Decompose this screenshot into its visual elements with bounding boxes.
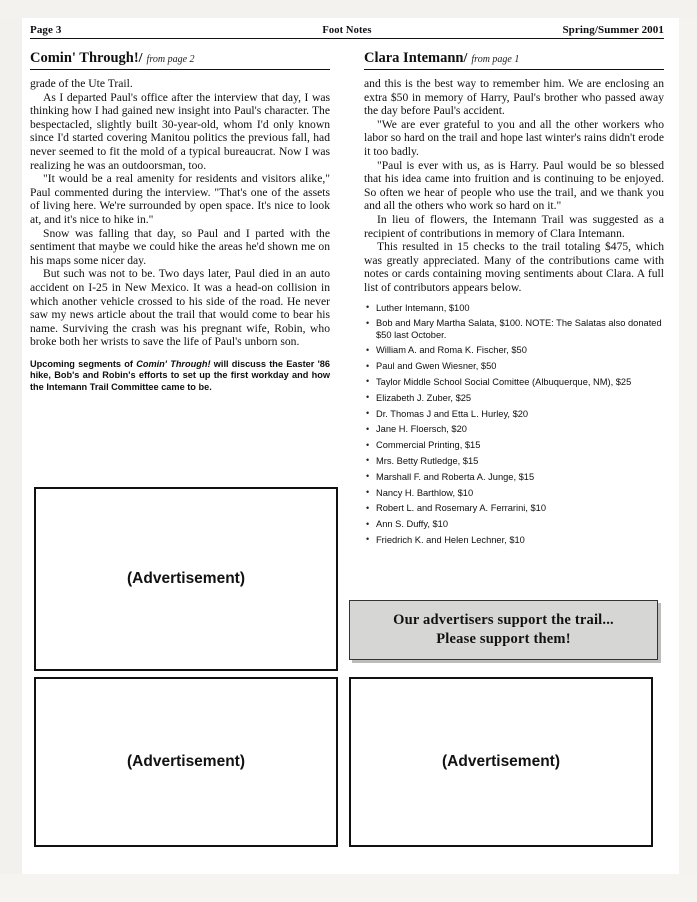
page-content (30, 24, 664, 551)
list-item: • Bob and Mary Martha Salata, $100. NOTE: The Salatas also donated $50 last October. (364, 318, 664, 341)
list-item: • Dr. Thomas J and Etta L. Hurley, $20 (364, 409, 664, 420)
scan-edge-right (679, 0, 697, 902)
list-item: • Friedrich K. and Helen Lechner, $10 (364, 535, 664, 546)
left-article-header (30, 49, 330, 70)
advertisement-label: (Advertisement) (442, 753, 560, 770)
scan-edge-bottom (0, 874, 697, 902)
right-article-header (364, 49, 664, 70)
list-item: • Commercial Printing, $15 (364, 440, 664, 451)
right-paragraph-5: This resulted in 15 checks to the trail totaling $475, which was greatly appreciated. Many of the contributions came with notes or cards containing moving sentiments about Clara. A full list of contributors appears below. (364, 240, 664, 294)
article-columns (30, 49, 664, 551)
running-head (30, 24, 664, 39)
left-paragraph-1: grade of the Ute Trail. (30, 77, 133, 90)
list-item: • Paul and Gwen Wiesner, $50 (364, 361, 664, 372)
left-column (30, 49, 330, 551)
right-continued-from: from page 1 (471, 54, 520, 65)
list-item: • Marshall F. and Roberta A. Junge, $15 (364, 472, 664, 483)
advertisement-left-top (34, 487, 338, 671)
list-item: • Mrs. Betty Rutledge, $15 (364, 456, 664, 467)
list-item: • Nancy H. Barthlow, $10 (364, 488, 664, 499)
list-item: • Taylor Middle School Social Comittee (Albuquerque, NM), $25 (364, 377, 664, 388)
scan-edge-left (0, 0, 22, 902)
advertisement-right-bottom (349, 677, 653, 847)
right-headline-slash: / (463, 51, 468, 66)
advertiser-support-banner-text (393, 611, 614, 649)
left-continued-from: from page 2 (146, 54, 195, 65)
list-item: • William A. and Roma K. Fischer, $50 (364, 345, 664, 356)
left-article-headline: Comin' Through! (30, 50, 139, 66)
left-paragraph-2: As I departed Paul's office after the interview that day, I was thinking how I had gained new insight into Paul's character. The bespectacled, slightly built 30-year-old, whom I'd only known since I'd started covering Manitou politics the previous fall, had never seemed to fit the mold of a typical bureaucrat. Now I was realizing he was an outdoorsman, too. (30, 90, 330, 172)
page-number: Page 3 (30, 24, 62, 36)
donor-list (364, 303, 664, 547)
right-paragraph-3: "Paul is ever with us, as is Harry. Paul would be so blessed that his idea came into fruition and is continuing to be enjoyed. So often we hear of people who use the trail, and we thank you and all the others who work so hard on it." (364, 158, 664, 213)
scan-edge-top (0, 0, 697, 18)
list-item: • Luther Intemann, $100 (364, 303, 664, 314)
left-paragraph-4: Snow was falling that day, so Paul and I parted with the sentiment that maybe we could hike the areas he'd shown me on his maps some nicer day. (30, 226, 330, 267)
list-item: • Robert L. and Rosemary A. Ferrarini, $10 (364, 503, 664, 514)
advertisement-label: (Advertisement) (127, 753, 245, 770)
advertisement-left-bottom (34, 677, 338, 847)
right-article-headline: Clara Intemann (364, 50, 464, 66)
right-column (364, 49, 664, 551)
list-item: • Jane H. Floersch, $20 (364, 424, 664, 435)
left-paragraph-3: "It would be a real amenity for residents and visitors alike," Paul commented during the interview. "That's one of the assets of living here. We're surrounded by open space. It's nice to look at, and it's nice to hike in." (30, 172, 330, 226)
right-paragraph-4: In lieu of flowers, the Intemann Trail was suggested as a recipient of contributions in memory of Clara Intemann. (364, 212, 664, 240)
banner-line-2: Please support them! (436, 631, 571, 647)
advertisement-label: (Advertisement) (127, 570, 245, 587)
left-headline-slash: / (138, 51, 143, 66)
issue-date: Spring/Summer 2001 (562, 24, 664, 36)
left-paragraph-5: But such was not to be. Two days later, Paul died in an auto accident on I-25 in New Mexico. It was a head-on collision in which another vehicle crossed to his side of the road. He never saw my news article about the trail that would come to bear his name. Surviving the crash was his pregnant wife, Robin, who broke both her wrists to save the life of Paul's unborn son. (30, 267, 330, 349)
list-item: • Elizabeth J. Zuber, $25 (364, 393, 664, 404)
banner-line-1: Our advertisers support the trail... (393, 612, 614, 628)
left-editor-note: Upcoming segments of Comin' Through! will discuss the Easter '86 hike, Bob's and Robin's efforts to set up the first workday and how the Intemann Trail Committee came to be. (30, 358, 330, 393)
publication-title: Foot Notes (322, 25, 372, 36)
right-paragraph-2: "We are ever grateful to you and all the other workers who labor so hard on the trail and hope last winter's rains didn't erode it too badly. (364, 117, 664, 158)
list-item: • Ann S. Duffy, $10 (364, 519, 664, 530)
advertiser-support-banner (349, 600, 658, 660)
right-paragraph-1: and this is the best way to remember him. We are enclosing an extra $50 in memory of Harry, Paul's brother who passed away the day before Paul's accident. (364, 77, 664, 118)
